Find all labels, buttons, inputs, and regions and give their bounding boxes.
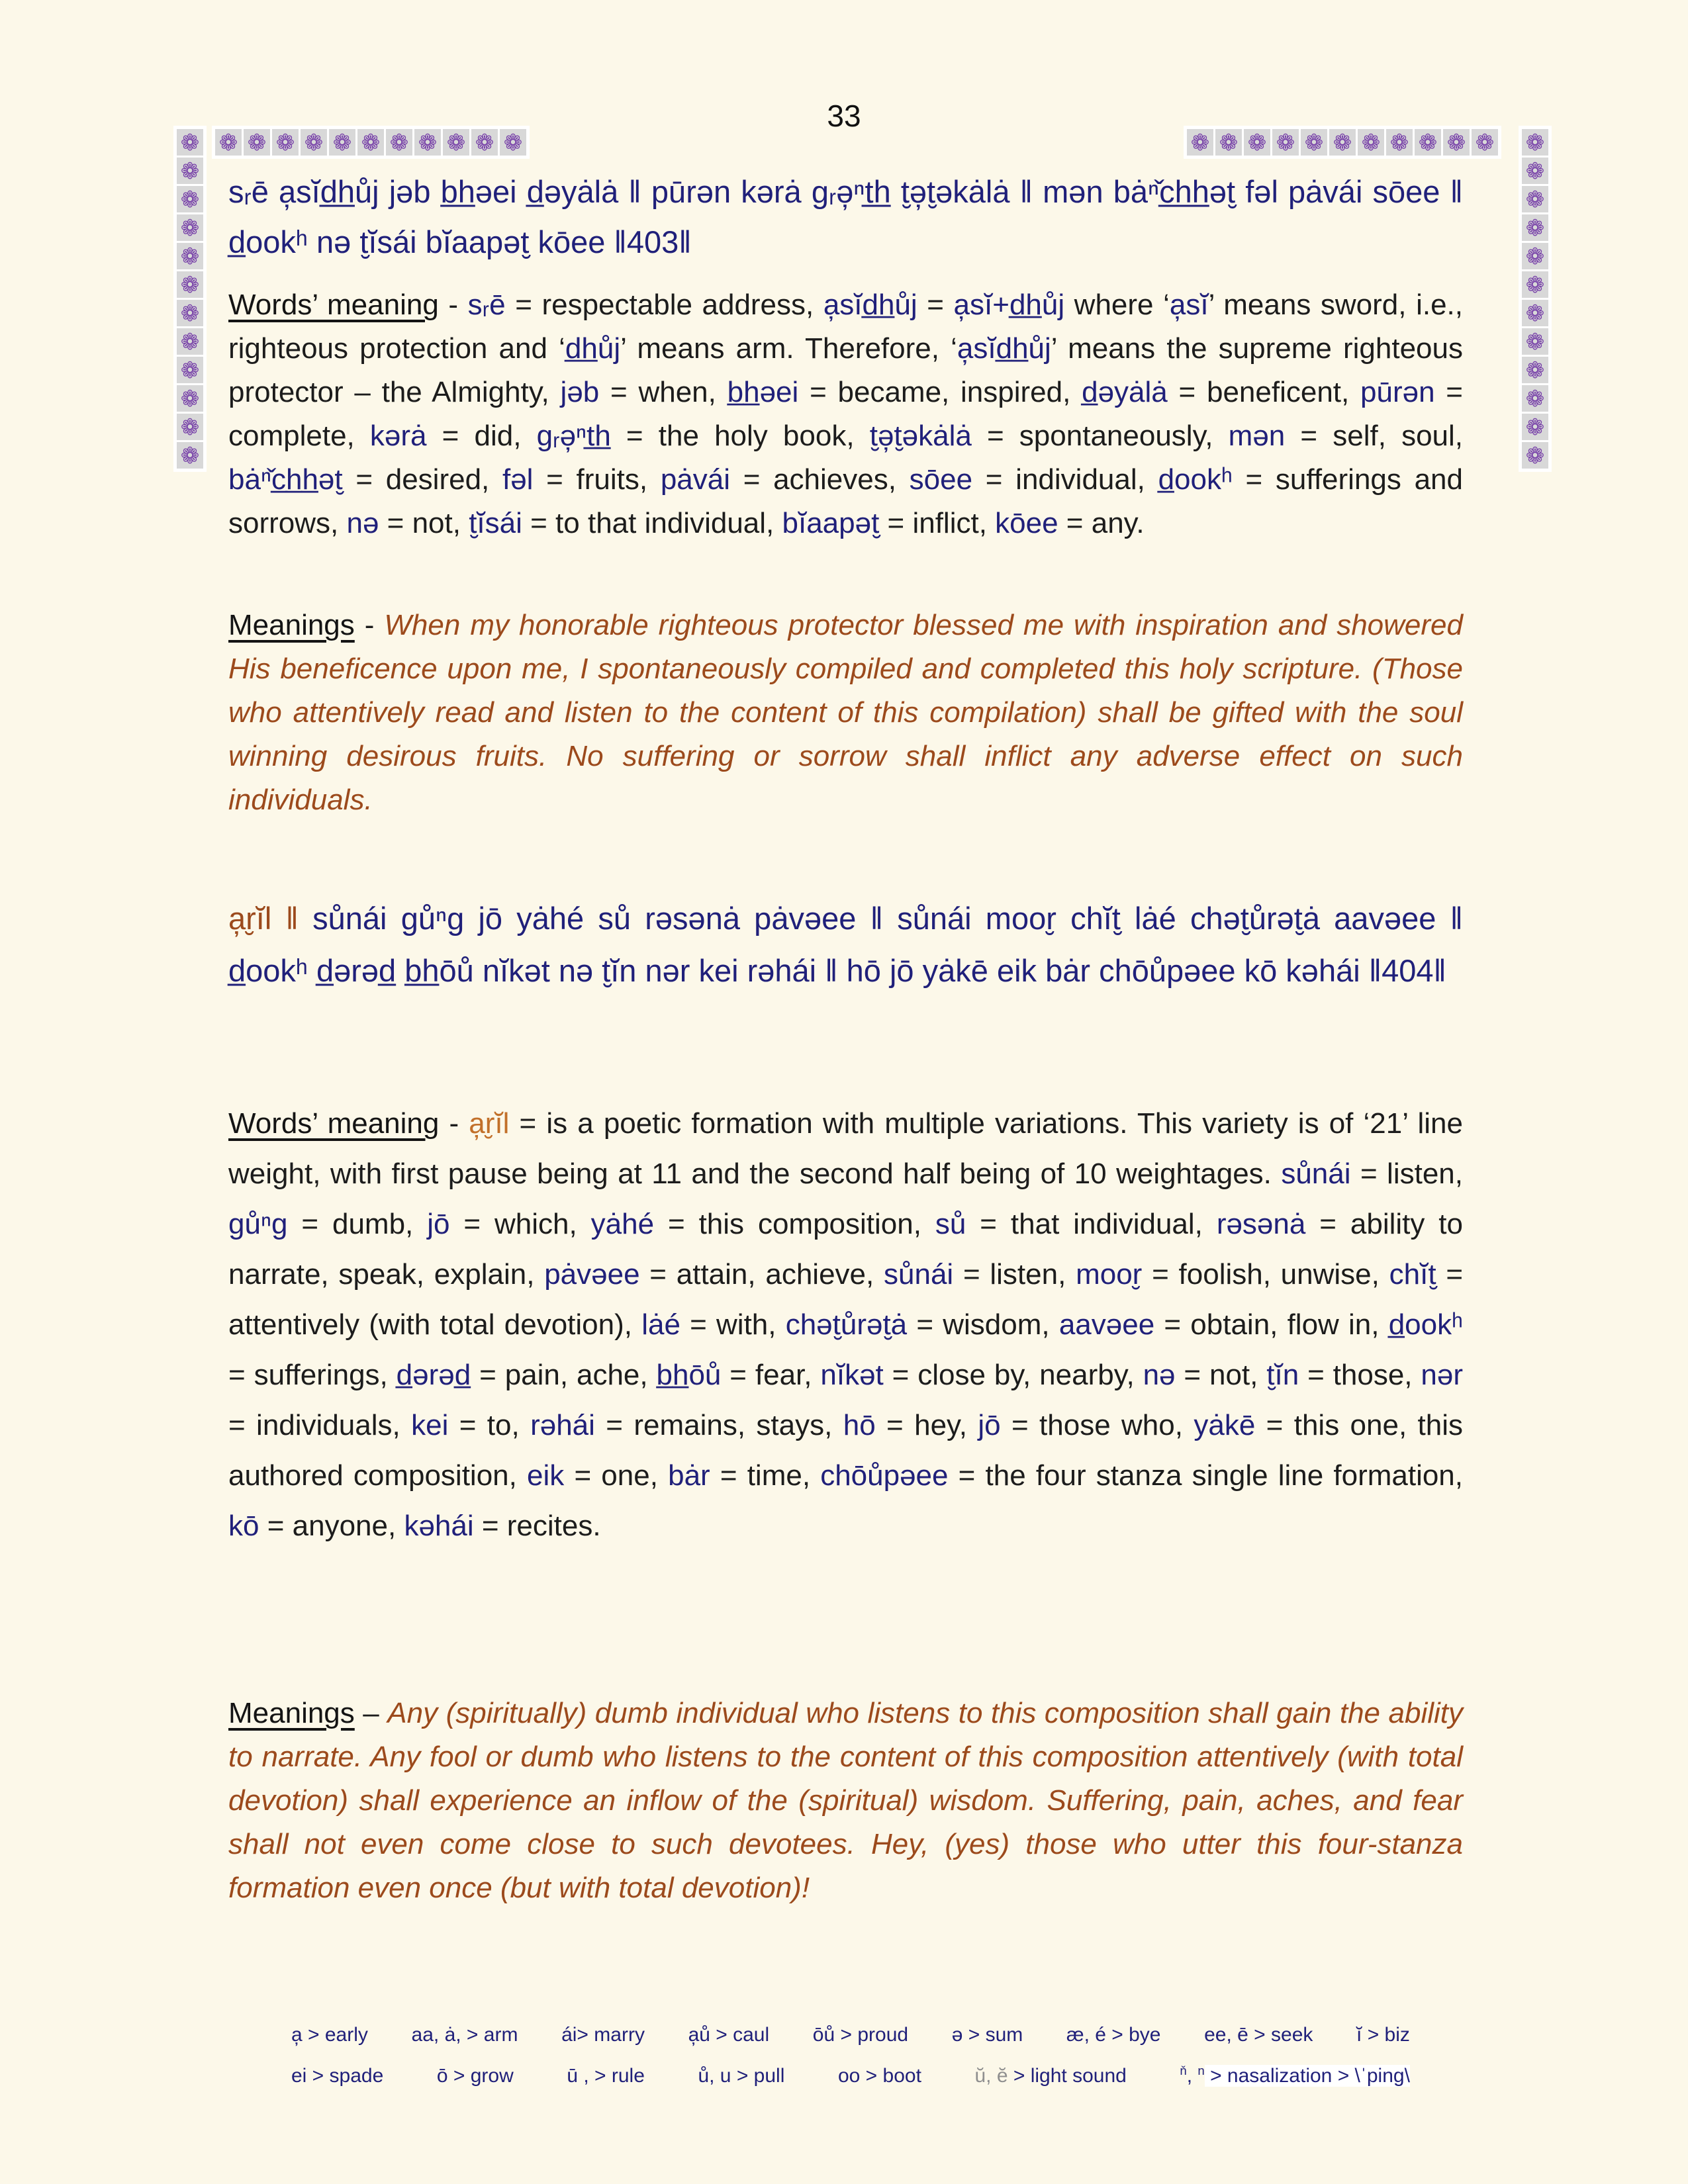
- guide-entry: [437, 2065, 514, 2087]
- guide-entry: [1180, 2065, 1410, 2087]
- flower-icon: ❁: [414, 129, 441, 156]
- text-segment: ,: [1186, 2065, 1198, 2087]
- text-segment: = recites.: [473, 1510, 601, 1542]
- guide-entry: [412, 2024, 518, 2046]
- flower-icon: ❁: [1522, 414, 1548, 440]
- text-segment: yȧhé: [590, 1208, 655, 1240]
- text-segment: ’ means sword, i.e., righteous protection and ‘: [228, 289, 1463, 365]
- text-segment: ái> marry: [561, 2024, 645, 2046]
- text-segment: ee, ē > seek: [1204, 2024, 1313, 2046]
- guide-entry: [1066, 2024, 1161, 2046]
- text-segment: = to that individual,: [522, 507, 782, 539]
- text-segment: hō: [843, 1409, 876, 1441]
- text-segment: = attentively (with total devotion),: [228, 1258, 1464, 1341]
- flower-icon: ❁: [177, 214, 203, 241]
- text-segment: = pain, ache,: [471, 1359, 657, 1391]
- flower-icon: ❁: [1472, 129, 1498, 156]
- guide-entry: [567, 2065, 645, 2087]
- text-segment: ə > sum: [951, 2024, 1023, 2046]
- flower-icon: ❁: [1301, 129, 1327, 156]
- text-segment: = individual,: [972, 463, 1158, 496]
- text-segment: = listen,: [953, 1258, 1076, 1291]
- text-segment: oo > boot: [837, 2065, 921, 2087]
- text-segment: = spontaneously,: [971, 420, 1229, 452]
- text-segment: –: [354, 1697, 388, 1729]
- text-segment: = foolish, unwise,: [1142, 1258, 1389, 1291]
- text-segment: jō: [978, 1409, 1001, 1441]
- text-segment: fəl: [502, 463, 534, 496]
- flower-icon: ❁: [1522, 186, 1548, 212]
- text-segment: a̦ů > caul: [688, 2024, 770, 2046]
- text-segment: Meanings: [228, 1697, 355, 1729]
- text-segment: nə: [1143, 1359, 1176, 1391]
- text-segment: ū , > rule: [567, 2065, 645, 2087]
- text-segment: nə: [346, 507, 379, 539]
- text-segment: = self, soul,: [1285, 420, 1464, 452]
- text-segment: = sufferings,: [228, 1359, 397, 1391]
- text-segment: = sufferings and sorrows,: [228, 463, 1463, 539]
- text-segment: ei > spade: [291, 2065, 384, 2087]
- text-segment: chət̮ůrət̮ȧ: [785, 1308, 908, 1341]
- text-segment: ů, u > pull: [698, 2065, 785, 2087]
- text-segment: Words’ meaning: [228, 289, 439, 321]
- flower-icon: ❁: [1386, 129, 1413, 156]
- text-segment: a̦sĭ+d̲h̲ůj: [953, 289, 1065, 321]
- text-segment: yȧkē: [1194, 1409, 1256, 1441]
- text-segment: = complete,: [228, 376, 1463, 452]
- guide-entry: [291, 2065, 383, 2087]
- flower-icon: ❁: [1522, 158, 1548, 184]
- flower-icon: ❁: [177, 414, 203, 440]
- flower-icon: ❁: [177, 243, 203, 269]
- guide-entry: [561, 2024, 645, 2046]
- text-segment: = with,: [680, 1308, 786, 1341]
- flower-icon: ❁: [1522, 442, 1548, 469]
- text-segment: d̲ərəd̲: [396, 1359, 471, 1391]
- text-segment: gᵣə̦ⁿt̲h̲: [536, 420, 611, 452]
- text-segment: a̦sĭd̲h̲ůj: [957, 332, 1051, 365]
- text-segment: a̦r̮ĭl ǁ: [228, 901, 313, 936]
- flower-icon: ❁: [177, 442, 203, 469]
- text-segment: sᵣē a̦sĭd̲h̲ůj jəb b̲h̲əei d̲əyȧlȧ ǁ pūrən kərȧ gᵣə̦ⁿt̲h̲ t̮ə̦t̮əkȧlȧ ǁ mən bȧⁿ̌c̲h̲h̲ət̮ fəl pȧvái sōee ǁ d̲ookʰ nə t̮ĭsái bĭaapət̮ kōee ǁ403ǁ: [228, 174, 1463, 259]
- verse-404-text: [228, 892, 1463, 997]
- text-segment: -: [439, 1107, 469, 1140]
- text-segment: kərȧ: [369, 420, 427, 452]
- text-segment: = to,: [448, 1409, 531, 1441]
- text-segment: = ability to narrate, speak, explain,: [228, 1208, 1463, 1291]
- text-segment: = beneficent,: [1167, 376, 1360, 408]
- flower-icon: ❁: [329, 129, 355, 156]
- left-border-ornament: [173, 126, 207, 472]
- guide-entry: [952, 2024, 1023, 2046]
- text-segment: sů: [935, 1208, 966, 1240]
- text-segment: ōů > proud: [812, 2024, 909, 2046]
- text-segment: = obtain, flow in,: [1154, 1308, 1389, 1341]
- text-segment: = anyone,: [259, 1510, 404, 1542]
- text-segment: rəhái: [530, 1409, 595, 1441]
- text-segment: mən: [1228, 420, 1286, 452]
- top-left-border-ornament: [212, 126, 530, 159]
- text-segment: t̮ĭsái: [469, 507, 522, 539]
- verse-403-text: [228, 167, 1463, 267]
- text-segment: = inflict,: [879, 507, 996, 539]
- flower-icon: ❁: [244, 129, 270, 156]
- text-segment: > light sound: [1008, 2065, 1127, 2087]
- flower-icon: ❁: [443, 129, 469, 156]
- text-segment: ĭ > biz: [1356, 2024, 1410, 2046]
- flower-icon: ❁: [177, 300, 203, 326]
- flower-icon: ❁: [177, 328, 203, 355]
- text-segment: b̲h̲ōů: [656, 1359, 722, 1391]
- flower-icon: ❁: [177, 186, 203, 212]
- flower-icon: ❁: [177, 357, 203, 383]
- text-segment: pūrən: [1360, 376, 1435, 408]
- text-segment: b̲h̲əei: [727, 376, 799, 408]
- flower-icon: ❁: [386, 129, 412, 156]
- text-segment: = not,: [1175, 1359, 1267, 1391]
- flower-icon: ❁: [1522, 357, 1548, 383]
- text-segment: = is a poetic formation with multiple variations. This variety is of ‘21’ line weight, with first pause being at 11 and the second half being of 10 weightages.: [228, 1107, 1463, 1190]
- page-number: 33: [827, 99, 861, 133]
- text-segment: eik: [527, 1459, 565, 1492]
- text-segment: a̦ > early: [291, 2024, 368, 2046]
- text-segment: gůⁿg: [228, 1208, 288, 1240]
- text-segment: ’ means the supreme righteous protector – the Almighty,: [228, 332, 1463, 408]
- meanings-1: [228, 604, 1463, 822]
- text-segment: = individuals,: [228, 1409, 412, 1441]
- flower-icon: ❁: [177, 385, 203, 412]
- flower-icon: ❁: [1443, 129, 1470, 156]
- words-meaning-1: [228, 283, 1463, 545]
- text-segment: = those,: [1299, 1359, 1421, 1391]
- text-segment: = this composition,: [654, 1208, 935, 1240]
- text-segment: = remains, stays,: [594, 1409, 843, 1441]
- flower-icon: ❁: [1522, 300, 1548, 326]
- text-segment: jəb: [560, 376, 600, 408]
- text-segment: a̦sĭ: [1169, 289, 1209, 321]
- text-segment: sůnái gůⁿg jō yȧhé sů rəsənȧ pȧvəee ǁ sůnái moor̮ chĭt̮ lȧé chət̮ůrət̮ȧ aavəee ǁ d̲ookʰ d̲ərəd̲ b̲h̲ōů nĭkət nə t̮ĭn nər kei rəhái ǁ hō jō yȧkē eik bȧr chōůpəee kō kəhái ǁ404ǁ: [228, 901, 1463, 988]
- text-segment: æ, é > bye: [1066, 2024, 1161, 2046]
- flower-icon: ❁: [1187, 129, 1213, 156]
- text-segment: =: [917, 289, 954, 321]
- text-segment: nər: [1421, 1359, 1463, 1391]
- text-segment: bĭaapət̮: [782, 507, 880, 539]
- flower-icon: ❁: [1522, 385, 1548, 412]
- guide-entry: [1356, 2024, 1410, 2046]
- text-segment: d̲ookʰ: [1158, 463, 1233, 496]
- guide-entry: [688, 2024, 770, 2046]
- text-segment: sōee: [909, 463, 973, 496]
- text-segment: kō: [228, 1510, 259, 1542]
- words-meaning-2: [228, 1099, 1463, 1551]
- text-segment: = did,: [426, 420, 537, 452]
- text-segment: t̮ə̦t̮əkȧlȧ: [869, 420, 972, 452]
- text-segment: = fruits,: [533, 463, 661, 496]
- flower-icon: ❁: [357, 129, 384, 156]
- text-segment: = became, inspired,: [798, 376, 1082, 408]
- flower-icon: ❁: [1522, 271, 1548, 298]
- guide-entry: [974, 2065, 1126, 2087]
- guide-entry: [291, 2024, 368, 2046]
- flower-icon: ❁: [177, 129, 203, 156]
- text-segment: = dumb,: [287, 1208, 428, 1240]
- text-segment: = this one, this authored composition,: [228, 1409, 1464, 1492]
- pronunciation-guide-row-1: [291, 2024, 1410, 2046]
- text-segment: = any.: [1058, 507, 1145, 539]
- text-segment: d̲əyȧlȧ: [1082, 376, 1168, 408]
- text-segment: = hey,: [875, 1409, 978, 1441]
- text-segment: ŭ, ĕ: [974, 2065, 1008, 2087]
- text-segment: sůnái: [1281, 1158, 1351, 1190]
- text-segment: > nasalization > \ˈping\: [1204, 2065, 1410, 2087]
- top-right-border-ornament: [1184, 126, 1501, 159]
- flower-icon: ❁: [471, 129, 498, 156]
- text-segment: d̲h̲ůj: [565, 332, 621, 365]
- text-segment: chĭt̮: [1389, 1258, 1436, 1291]
- text-segment: jō: [427, 1208, 450, 1240]
- flower-icon: ❁: [1215, 129, 1242, 156]
- text-segment: = the holy book,: [610, 420, 870, 452]
- text-segment: lȧé: [641, 1308, 680, 1341]
- flower-icon: ❁: [1522, 129, 1548, 156]
- text-segment: = wisdom,: [907, 1308, 1059, 1341]
- flower-icon: ❁: [1272, 129, 1299, 156]
- text-segment: d̲ookʰ: [1388, 1308, 1463, 1341]
- guide-entry: [838, 2065, 921, 2087]
- text-segment: = time,: [710, 1459, 821, 1492]
- text-segment: ’ means arm. Therefore, ‘: [620, 332, 957, 365]
- text-segment: = one,: [564, 1459, 669, 1492]
- text-segment: = desired,: [342, 463, 502, 496]
- text-segment: -: [438, 289, 468, 321]
- text-segment: kōee: [995, 507, 1058, 539]
- flower-icon: ❁: [177, 271, 203, 298]
- text-segment: = not,: [379, 507, 469, 539]
- text-segment: = when,: [599, 376, 727, 408]
- guide-entry: [813, 2024, 908, 2046]
- text-segment: bȧⁿ̌c̲h̲h̲ət̮: [228, 463, 343, 496]
- pronunciation-guide-row-2: [291, 2065, 1410, 2087]
- text-segment: pȧvəee: [544, 1258, 640, 1291]
- flower-icon: ❁: [177, 158, 203, 184]
- flower-icon: ❁: [1522, 328, 1548, 355]
- text-segment: Any (spiritually) dumb individual who listens to this composition shall gain the ability to narrate. Any fool or dumb who listens to the content of this composition attentively (with total devotion) shall experience an inflow of the (spiritual) wisdom. Suffering, pain, aches, and fear shall not even come close to such devotees. Hey, (yes) those who utter this four-stanza formation even once (but with total devotion)!: [228, 1697, 1464, 1904]
- text-segment: ň: [1180, 2064, 1187, 2077]
- text-segment: pȧvái: [660, 463, 730, 496]
- guide-entry: [1204, 2024, 1313, 2046]
- text-segment: When my honorable righteous protector blessed me with inspiration and showered His beneficence upon me, I spontaneously compiled and completed this holy scripture. (Those who attentively read and listen to the content of this compilation) shall be gifted with the soul winning desirous fruits. No suffering or sorrow shall inflict any adverse effect on such individuals.: [228, 609, 1463, 816]
- text-segment: = fear,: [721, 1359, 821, 1391]
- text-segment: = attain, achieve,: [639, 1258, 884, 1291]
- text-segment: ō > grow: [436, 2065, 514, 2087]
- text-segment: bȧr: [668, 1459, 710, 1492]
- flower-icon: ❁: [1522, 214, 1548, 241]
- flower-icon: ❁: [500, 129, 526, 156]
- flower-icon: ❁: [301, 129, 327, 156]
- text-segment: = respectable address,: [505, 289, 823, 321]
- text-segment: = close by, nearby,: [883, 1359, 1143, 1391]
- text-segment: a̦r̮ĭl: [469, 1107, 510, 1140]
- text-segment: = that individual,: [966, 1208, 1217, 1240]
- flower-icon: ❁: [1244, 129, 1270, 156]
- text-segment: = the four stanza single line formation,: [948, 1459, 1464, 1492]
- guide-entry: [698, 2065, 784, 2087]
- text-segment: t̮ĭn: [1266, 1359, 1299, 1391]
- text-segment: nĭkət: [820, 1359, 884, 1391]
- text-segment: where ‘: [1064, 289, 1170, 321]
- text-segment: rəsənȧ: [1216, 1208, 1306, 1240]
- text-segment: = listen,: [1350, 1158, 1463, 1190]
- flower-icon: ❁: [1415, 129, 1441, 156]
- text-segment: = those who,: [1000, 1409, 1194, 1441]
- text-segment: n: [1197, 2064, 1205, 2077]
- text-segment: = achieves,: [730, 463, 910, 496]
- flower-icon: ❁: [1358, 129, 1384, 156]
- text-segment: sůnái: [884, 1258, 954, 1291]
- text-segment: Meanings: [228, 609, 355, 641]
- right-border-ornament: [1519, 126, 1552, 472]
- text-segment: aavəee: [1058, 1308, 1155, 1341]
- text-segment: chōůpəee: [820, 1459, 949, 1492]
- meanings-2: [228, 1692, 1463, 1910]
- text-segment: Words’ meaning: [228, 1107, 440, 1140]
- text-segment: kei: [411, 1409, 449, 1441]
- flower-icon: ❁: [1522, 243, 1548, 269]
- text-segment: aa, ȧ, > arm: [411, 2024, 518, 2046]
- flower-icon: ❁: [215, 129, 242, 156]
- text-segment: sᵣē: [467, 289, 506, 321]
- text-segment: = which,: [449, 1208, 591, 1240]
- text-segment: moor̮: [1076, 1258, 1143, 1291]
- text-segment: kəhái: [404, 1510, 474, 1542]
- text-segment: a̦sĭd̲h̲ůj: [823, 289, 917, 321]
- text-segment: -: [354, 609, 385, 641]
- flower-icon: ❁: [272, 129, 299, 156]
- flower-icon: ❁: [1329, 129, 1356, 156]
